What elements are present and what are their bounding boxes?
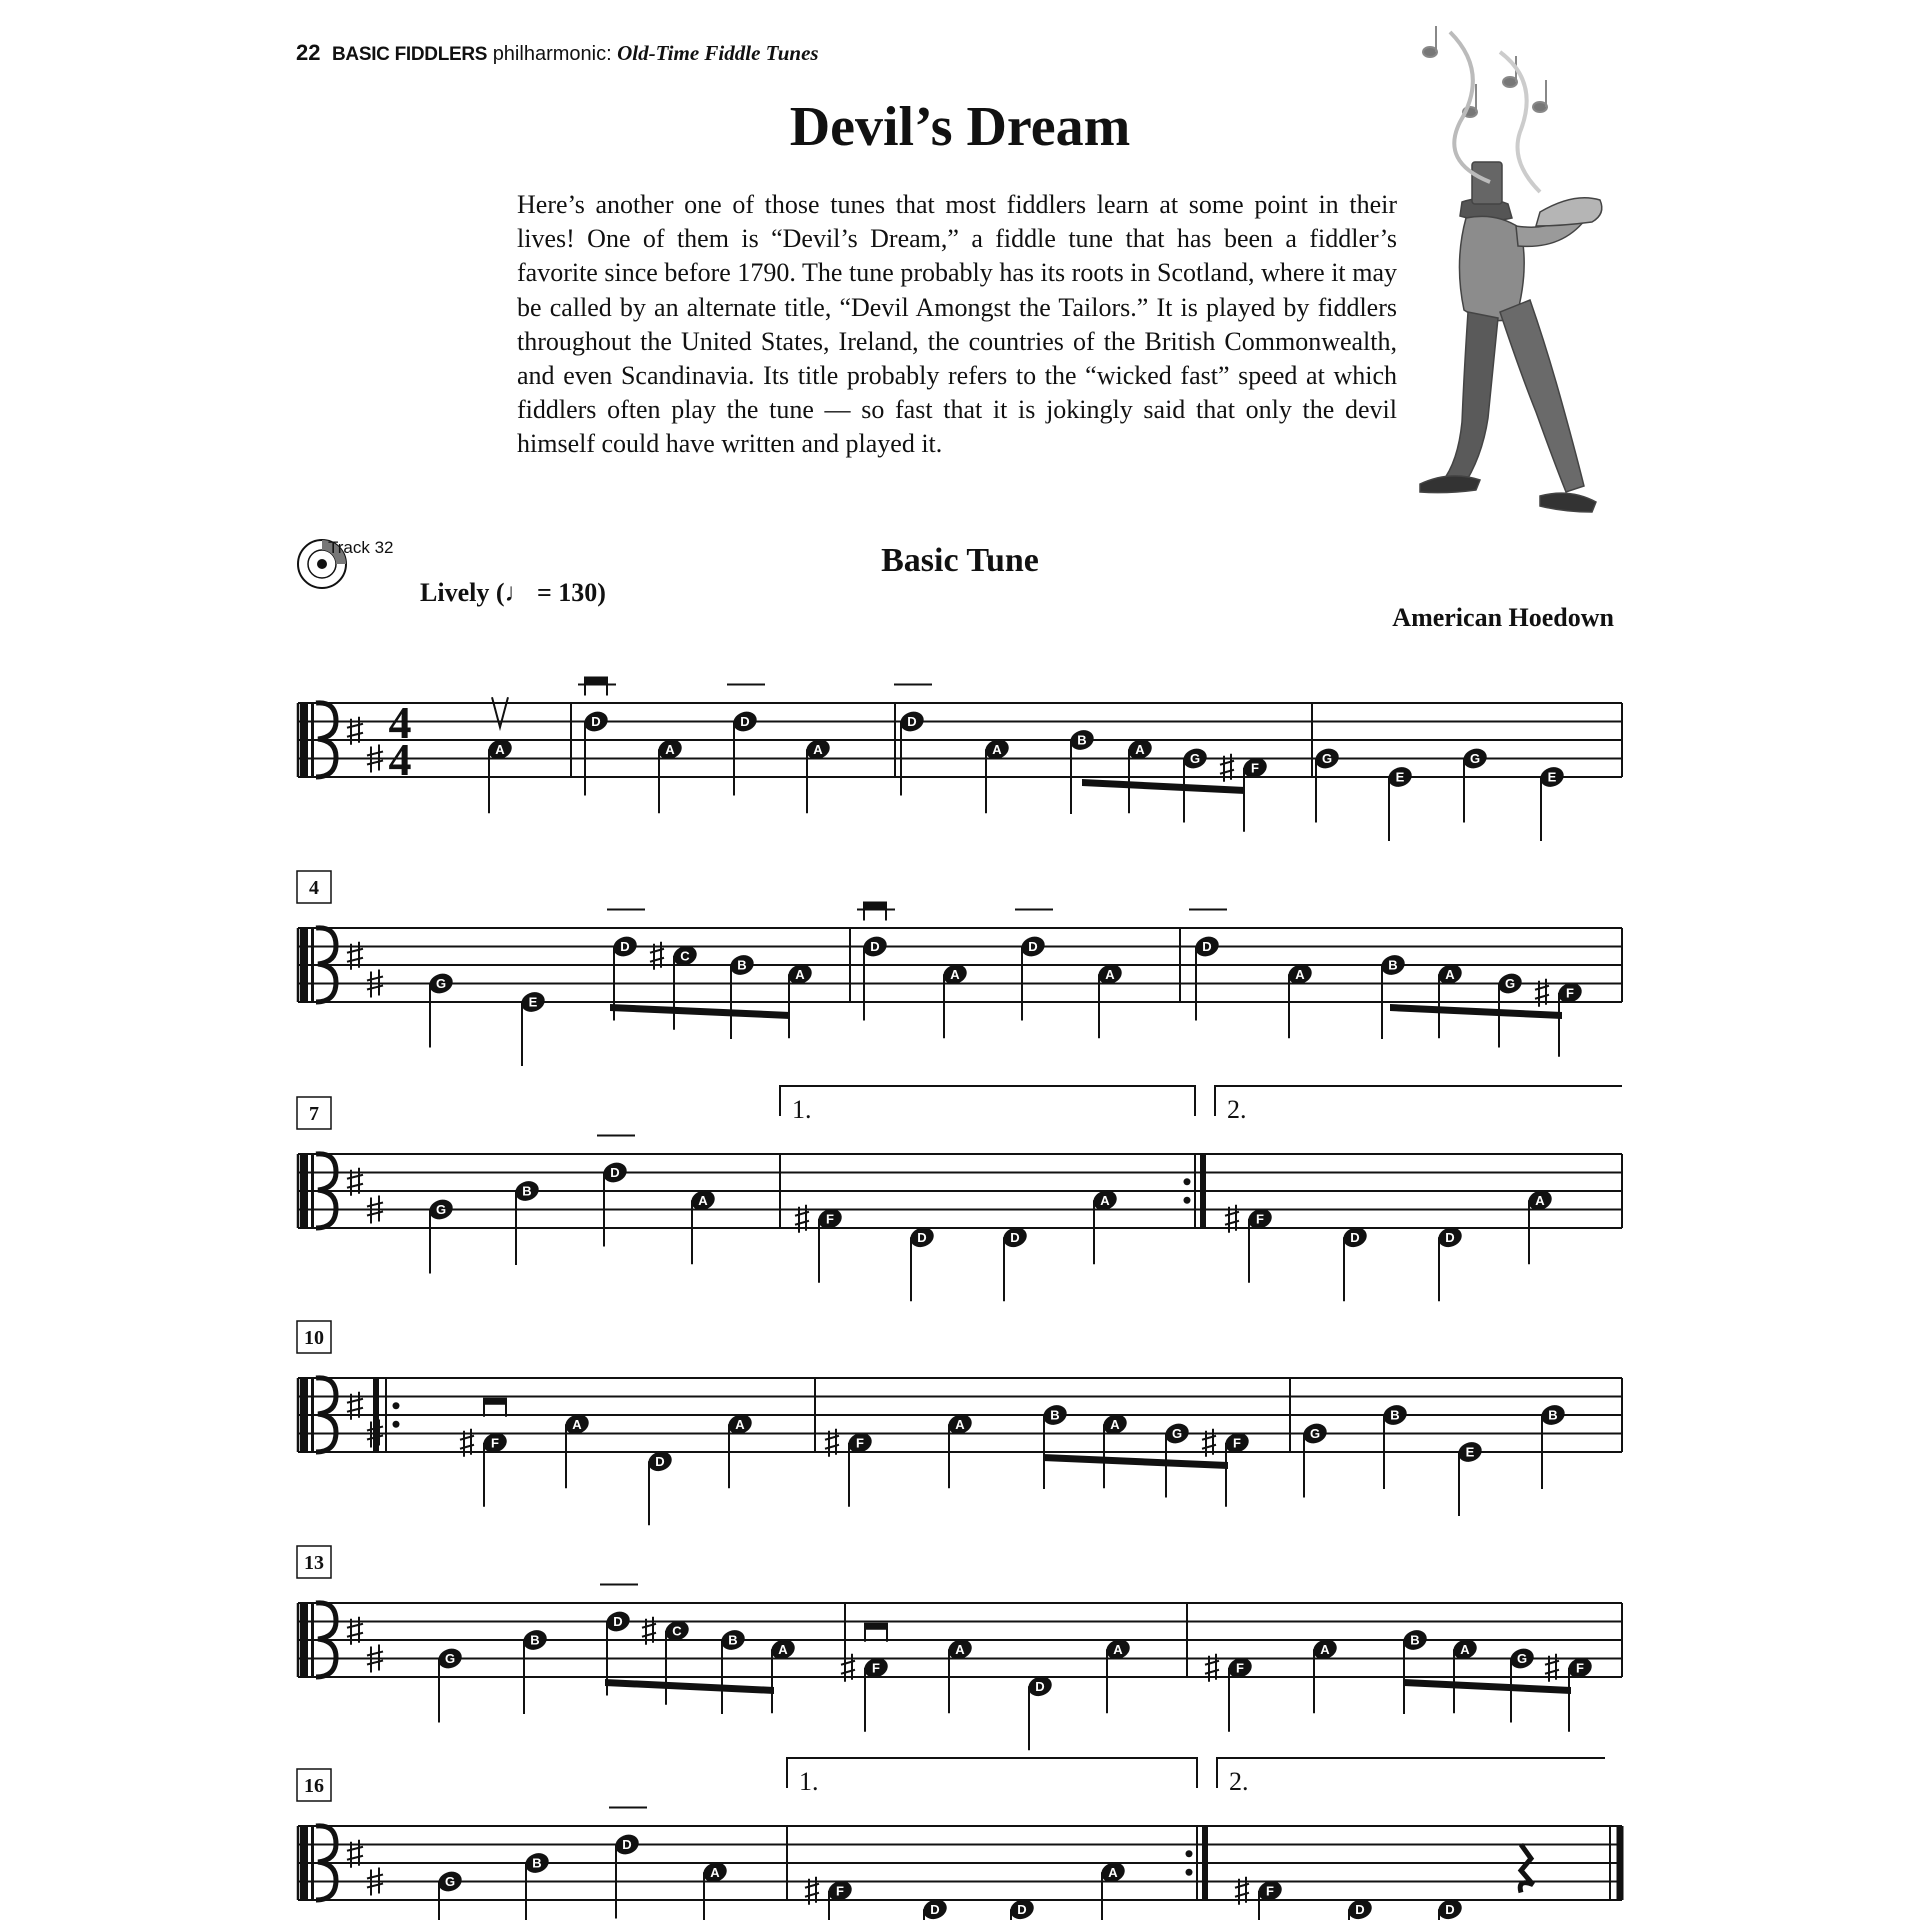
- note-letter: F: [836, 1883, 844, 1899]
- track-label: Track 32: [328, 538, 394, 557]
- note-letter: B: [1390, 1407, 1400, 1423]
- page-title: Devil’s Dream: [789, 96, 1131, 158]
- note-letter: F: [1251, 760, 1259, 776]
- note-letter: A: [710, 1864, 720, 1880]
- repeat-sign-icon: [1184, 1197, 1191, 1204]
- tempo-marking: Lively (♩ = 130): [420, 578, 606, 607]
- repeat-sign-icon: [1186, 1850, 1193, 1857]
- first-ending-label: 1.: [799, 1767, 819, 1796]
- alto-clef-icon: [300, 927, 308, 1003]
- note-letter: G: [1171, 1426, 1183, 1441]
- note-beam: [605, 1679, 774, 1694]
- note-letter: D: [870, 939, 880, 954]
- note-letter: A: [813, 741, 823, 757]
- note-letter: F: [1566, 985, 1574, 1001]
- note-letter: D: [1035, 1678, 1045, 1694]
- note-letter: A: [1113, 1641, 1123, 1657]
- note-letter: G: [1321, 751, 1333, 766]
- note-letter: G: [1309, 1426, 1321, 1441]
- alto-clef-icon: [300, 702, 308, 778]
- intro-text: Here’s another one of those tunes that most fiddlers learn at some point in their lives! One of them is “Devil’s Dream,” a fiddle tune that has been a fiddler’s favorite since before 1790. The tune probably has its roots in Scotland, where it may be called by an alternate title, “Devil Amongst the Tailors.” It is played by fiddlers throughout the United States, Ireland, the countries of the British Commonwealth, and even Scandinavia. Its title probably refers to the “wicked fast” speed at which fiddlers often play the tune — so fast that it is jokingly said that only the devil himself could have written and played it.: [517, 190, 1397, 459]
- note-letter: B: [1077, 732, 1087, 748]
- alto-clef-icon: [300, 1602, 308, 1678]
- down-bow-icon: [864, 903, 886, 909]
- note-letter: E: [1395, 769, 1405, 785]
- alto-clef-icon: [300, 1377, 308, 1453]
- note-letter: A: [1460, 1641, 1470, 1657]
- alto-clef-icon: [311, 1825, 314, 1901]
- note-letter: G: [444, 1874, 456, 1889]
- note-letter: B: [728, 1632, 738, 1648]
- note-letter: F: [1256, 1211, 1264, 1227]
- note-letter: F: [856, 1435, 864, 1451]
- alto-clef-icon: [300, 1825, 308, 1901]
- alto-clef-icon: [311, 1377, 314, 1453]
- note-letter: C: [672, 1623, 682, 1639]
- measure-number: 13: [304, 1552, 324, 1574]
- alto-clef-icon: [311, 1602, 314, 1678]
- page-number: 22: [296, 40, 321, 65]
- note-letter: A: [1535, 1192, 1545, 1208]
- note-beam: [1404, 1679, 1571, 1694]
- note-letter: A: [795, 966, 805, 982]
- note-letter: D: [1445, 1229, 1455, 1245]
- note-letter: A: [778, 1641, 788, 1657]
- book-title: Old-Time Fiddle Tunes: [617, 41, 819, 65]
- brand-name: philharmonic:: [492, 43, 612, 65]
- repeat-sign-icon: [393, 1402, 400, 1409]
- up-bow-icon: [492, 697, 508, 727]
- note-letter: D: [1028, 939, 1038, 954]
- series-name: BASIC FIDDLERS: [331, 44, 488, 65]
- note-letter: B: [530, 1632, 540, 1648]
- note-letter: A: [495, 741, 505, 757]
- note-letter: D: [1350, 1229, 1360, 1245]
- note-letter: G: [1189, 751, 1201, 766]
- quarter-rest-icon: [1520, 1845, 1533, 1893]
- volta-bracket: [780, 1086, 1195, 1116]
- second-ending-label: 2.: [1229, 1767, 1249, 1796]
- note-letter: A: [1445, 966, 1455, 982]
- note-letter: A: [665, 741, 675, 757]
- time-signature-top: 4: [388, 697, 412, 748]
- note-letter: B: [1548, 1407, 1558, 1423]
- measure-number: 16: [304, 1775, 324, 1797]
- note-beam: [610, 1004, 790, 1019]
- note-letter: B: [1410, 1632, 1420, 1648]
- note-letter: A: [572, 1416, 582, 1432]
- alto-clef-icon: [311, 1153, 314, 1229]
- note-letter: D: [622, 1837, 632, 1852]
- note-letter: G: [435, 1202, 447, 1217]
- note-letter: D: [1355, 1901, 1365, 1917]
- note-letter: E: [1547, 769, 1557, 785]
- note-letter: D: [610, 1165, 620, 1180]
- note-letter: A: [1105, 966, 1115, 982]
- down-bow-icon: [585, 678, 607, 684]
- note-beam: [1082, 779, 1245, 794]
- note-beam: [1043, 1454, 1228, 1469]
- note-letter: C: [680, 948, 690, 964]
- measure-number: 10: [304, 1327, 324, 1349]
- note-letter: B: [522, 1183, 532, 1199]
- note-letter: B: [737, 957, 747, 973]
- note-letter: F: [491, 1435, 499, 1451]
- time-signature-bottom: 4: [388, 734, 412, 785]
- section-title: Basic Tune: [881, 542, 1039, 579]
- note-letter: G: [1469, 751, 1481, 766]
- note-letter: A: [950, 966, 960, 982]
- composer-credit: American Hoedown: [1392, 603, 1614, 632]
- note-letter: F: [1266, 1883, 1274, 1899]
- note-letter: D: [740, 714, 750, 729]
- note-letter: F: [1576, 1660, 1584, 1676]
- note-letter: D: [930, 1901, 940, 1917]
- note-letter: A: [1100, 1192, 1110, 1208]
- note-letter: D: [907, 714, 917, 729]
- note-letter: D: [591, 714, 601, 729]
- note-letter: D: [1017, 1901, 1027, 1917]
- note-letter: A: [1320, 1641, 1330, 1657]
- repeat-sign-icon: [1184, 1178, 1191, 1185]
- repeat-sign-icon: [1186, 1869, 1193, 1876]
- alto-clef-icon: [300, 1153, 308, 1229]
- volta-bracket: [1215, 1086, 1622, 1116]
- measure-number: 7: [309, 1103, 319, 1125]
- note-letter: A: [735, 1416, 745, 1432]
- note-letter: D: [1010, 1229, 1020, 1245]
- note-letter: G: [444, 1651, 456, 1666]
- note-letter: F: [826, 1211, 834, 1227]
- note-letter: E: [1465, 1444, 1475, 1460]
- note-letter: B: [1388, 957, 1398, 973]
- note-letter: G: [1504, 976, 1516, 991]
- measure-number: 4: [309, 877, 319, 899]
- note-letter: A: [955, 1416, 965, 1432]
- note-letter: A: [1295, 966, 1305, 982]
- volta-bracket: [1217, 1758, 1605, 1788]
- note-letter: B: [1050, 1407, 1060, 1423]
- first-ending-label: 1.: [792, 1095, 812, 1124]
- note-letter: G: [1516, 1651, 1528, 1666]
- down-bow-icon: [484, 1399, 506, 1405]
- note-letter: G: [435, 976, 447, 991]
- second-ending-label: 2.: [1227, 1095, 1247, 1124]
- alto-clef-icon: [311, 927, 314, 1003]
- note-letter: D: [620, 939, 630, 954]
- alto-clef-icon: [311, 702, 314, 778]
- down-bow-icon: [865, 1624, 887, 1630]
- note-letter: F: [872, 1660, 880, 1676]
- note-beam: [1390, 1004, 1562, 1019]
- note-letter: A: [1108, 1864, 1118, 1880]
- note-letter: B: [532, 1855, 542, 1871]
- note-letter: F: [1236, 1660, 1244, 1676]
- note-letter: D: [917, 1229, 927, 1245]
- volta-bracket: [787, 1758, 1197, 1788]
- note-letter: A: [992, 741, 1002, 757]
- note-letter: A: [1135, 741, 1145, 757]
- note-letter: D: [1445, 1901, 1455, 1917]
- note-letter: D: [1202, 939, 1212, 954]
- note-letter: A: [1110, 1416, 1120, 1432]
- note-letter: A: [698, 1192, 708, 1208]
- note-letter: E: [528, 994, 538, 1010]
- repeat-sign-icon: [393, 1421, 400, 1428]
- note-letter: D: [613, 1614, 623, 1629]
- note-letter: A: [955, 1641, 965, 1657]
- note-letter: F: [1233, 1435, 1241, 1451]
- note-letter: D: [655, 1453, 665, 1469]
